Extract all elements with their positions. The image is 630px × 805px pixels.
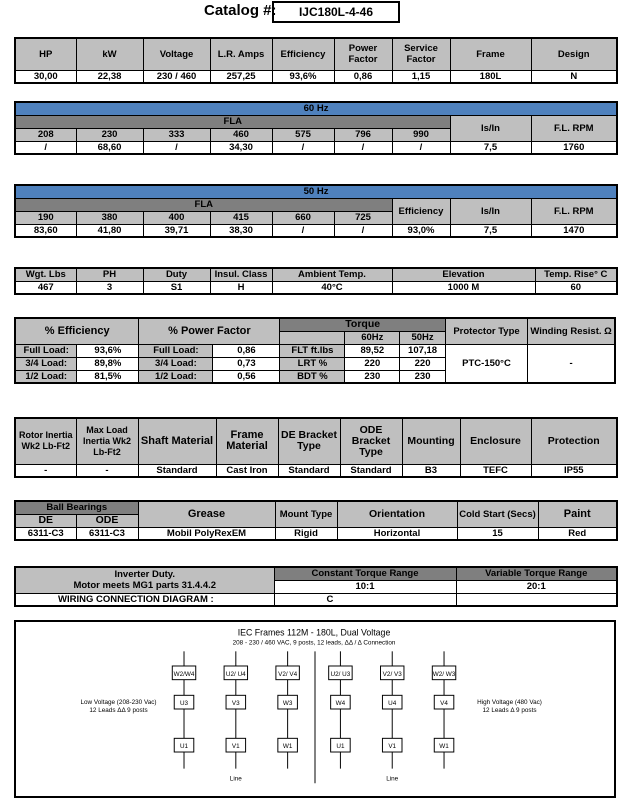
wiring-diagram-label: WIRING CONNECTION DIAGRAM : — [15, 593, 274, 606]
duty-value: S1 — [143, 281, 210, 294]
terminal-label: U2/ U4 — [225, 670, 246, 678]
terminal-label: V3 — [231, 700, 240, 708]
hz60-isin-header: Is/In — [450, 115, 531, 141]
low-voltage-leads: 12 Leads ΔΔ 9 posts — [89, 706, 148, 714]
weight-value: 467 — [15, 281, 76, 294]
hz60-table — [14, 101, 616, 155]
insulation-header: Insul. Class — [210, 268, 272, 281]
mechanical-table — [14, 417, 616, 478]
orientation-value: Horizontal — [337, 527, 457, 540]
insulation-value: H — [210, 281, 272, 294]
pf-12-label: 1/2 Load: — [139, 370, 213, 383]
paint-value: Red — [538, 527, 617, 540]
frame-material-value: Cast Iron — [216, 464, 278, 477]
hz60-voltage: 333 — [143, 128, 210, 141]
service-factor-value: 1,15 — [392, 70, 450, 83]
hz50-eff-header: Efficiency — [392, 198, 450, 224]
constant-torque-header: Constant Torque Range — [274, 567, 456, 580]
hz60-fla-value: 68,60 — [76, 141, 143, 154]
ode-bearing-value: 6311-C3 — [76, 527, 138, 540]
bdt-label: BDT % — [280, 370, 345, 383]
terminal-label: U1 — [336, 743, 345, 751]
terminal-label: W2/W4 — [173, 670, 195, 678]
load-inertia-header: Max Load Inertia Wk2 Lb-Ft2 — [76, 418, 138, 464]
shaft-material-header: Shaft Material — [138, 418, 216, 464]
hp-value: 30,00 — [15, 70, 76, 83]
wiring-diagram-value: C — [274, 593, 456, 606]
terminal-label: V1 — [231, 743, 240, 751]
low-voltage-label: Low Voltage (208-230 Vac) — [80, 699, 157, 707]
bdt-50-value: 230 — [400, 370, 446, 383]
service-factor-header: Service Factor — [392, 38, 450, 70]
pf-full-label: Full Load: — [139, 344, 213, 357]
hz50-voltage: 380 — [76, 211, 143, 224]
mounting-value: B3 — [402, 464, 460, 477]
rotor-inertia-value: - — [15, 464, 76, 477]
hz50-fla-value: 38,30 — [210, 224, 272, 237]
load-inertia-value: - — [76, 464, 138, 477]
ode-bracket-value: Standard — [340, 464, 402, 477]
hz50-fla-value: / — [334, 224, 392, 237]
high-voltage-leads: 12 Leads Δ 9 posts — [482, 706, 537, 714]
lr-amps-value: 257,25 — [210, 70, 272, 83]
hz60-title: 60 Hz — [15, 102, 617, 115]
constant-torque-value: 10:1 — [274, 580, 456, 593]
hz50-voltage: 660 — [272, 211, 334, 224]
voltage-header: Voltage — [143, 38, 210, 70]
ball-bearings-title: Ball Bearings — [15, 501, 138, 514]
hz60-fla-value: / — [272, 141, 334, 154]
elevation-header: Elevation — [392, 268, 535, 281]
inverter-duty-label — [15, 567, 274, 593]
diagram-title: IEC Frames 112M - 180L, Dual Voltage — [237, 627, 391, 638]
power-factor-header: Power Factor — [334, 38, 392, 70]
lrt-60-value: 220 — [345, 357, 400, 370]
frame-value: 180L — [450, 70, 531, 83]
terminal-label: W1 — [439, 743, 449, 751]
lrt-50-value: 220 — [400, 357, 446, 370]
terminal-label: W2/ W3 — [432, 670, 456, 678]
phase-header: PH — [76, 268, 143, 281]
hz50-voltage: 190 — [15, 211, 76, 224]
protector-header: Protector Type — [445, 318, 527, 344]
diagram-subtitle: 208 - 230 / 460 VAC, 9 posts, 12 leads, ΔΔ / Δ Connection — [232, 639, 396, 647]
mount-type-value: Rigid — [275, 527, 337, 540]
terminal-label: W1 — [282, 743, 293, 751]
hz60-rpm-value: 1760 — [531, 141, 617, 154]
inverter-table — [14, 566, 616, 607]
duty-header: Duty — [143, 268, 210, 281]
de-bracket-value: Standard — [278, 464, 340, 477]
hz50-rpm-header: F.L. RPM — [531, 198, 617, 224]
hz50-voltage: 400 — [143, 211, 210, 224]
pf-34-value: 0,73 — [213, 357, 280, 370]
terminal-label: U4 — [388, 700, 397, 708]
hz60-voltage: 575 — [272, 128, 334, 141]
high-voltage-label: High Voltage (480 Vac) — [477, 699, 542, 707]
rotor-inertia-header: Rotor Inertia Wk2 Lb-Ft2 — [15, 418, 76, 464]
bearings-table — [14, 500, 616, 541]
enclosure-header: Enclosure — [460, 418, 531, 464]
efficiency-title: % Efficiency — [15, 318, 139, 344]
eff-34-label: 3/4 Load: — [15, 357, 77, 370]
hz50-voltage: 415 — [210, 211, 272, 224]
flt-50-value: 107,18 — [400, 344, 446, 357]
torque-60hz-header: 60Hz — [345, 331, 400, 344]
wiring-diagram-blank — [456, 593, 617, 606]
hz50-fla-value: 41,80 — [76, 224, 143, 237]
hz50-rpm-value: 1470 — [531, 224, 617, 237]
frame-material-header: Frame Material — [216, 418, 278, 464]
eff-12-label: 1/2 Load: — [15, 370, 77, 383]
efficiency-header: Efficiency — [272, 38, 334, 70]
weight-header: Wgt. Lbs — [15, 268, 76, 281]
hz60-voltage: 208 — [15, 128, 76, 141]
flt-60-value: 89,52 — [345, 344, 400, 357]
wiring-diagram-svg — [14, 620, 616, 798]
cold-start-value: 15 — [457, 527, 538, 540]
terminal-label: V4 — [440, 700, 448, 708]
terminal-label: U2/ U3 — [330, 670, 351, 678]
temp-rise-value: 60 — [535, 281, 617, 294]
hz60-fla-value: / — [143, 141, 210, 154]
hz50-isin-value: 7,5 — [450, 224, 531, 237]
kw-value: 22,38 — [76, 70, 143, 83]
winding-value: - — [528, 344, 615, 383]
voltage-value: 230 / 460 — [143, 70, 210, 83]
ambient-header: Ambient Temp. — [272, 268, 392, 281]
flt-label: FLT ft.lbs — [280, 344, 345, 357]
terminal-label: U1 — [179, 743, 189, 751]
terminal-label: W4 — [335, 700, 346, 708]
hz60-fla-value: / — [392, 141, 450, 154]
terminal-label: V2/ V4 — [278, 670, 298, 678]
hz60-voltage: 796 — [334, 128, 392, 141]
hz60-fla-label: FLA — [15, 115, 450, 128]
hz60-fla-value: / — [15, 141, 76, 154]
performance-table — [14, 317, 616, 384]
terminal-label: V2/ V3 — [382, 670, 402, 678]
hz50-voltage: 725 — [334, 211, 392, 224]
variable-torque-value: 20:1 — [456, 580, 617, 593]
protection-header: Protection — [531, 418, 617, 464]
hz60-voltage: 460 — [210, 128, 272, 141]
mount-type-header: Mount Type — [275, 501, 337, 527]
design-value: N — [531, 70, 617, 83]
grease-header: Grease — [138, 501, 275, 527]
design-header: Design — [531, 38, 617, 70]
pf-full-value: 0,86 — [213, 344, 280, 357]
line-label: Line — [386, 775, 399, 783]
eff-full-value: 93,6% — [77, 344, 139, 357]
wiring-diagram — [14, 620, 616, 798]
elevation-value: 1000 M — [392, 281, 535, 294]
torque-50hz-header: 50Hz — [400, 331, 446, 344]
hz50-fla-value: 39,71 — [143, 224, 210, 237]
paint-header: Paint — [538, 501, 617, 527]
inverter-line1: Inverter Duty. — [114, 569, 176, 581]
eff-12-value: 81,5% — [77, 370, 139, 383]
de-bracket-header: DE Bracket Type — [278, 418, 340, 464]
efficiency-value: 93,6% — [272, 70, 334, 83]
torque-blank — [280, 331, 345, 344]
bdt-60-value: 230 — [345, 370, 400, 383]
catalog-number: IJC180L-4-46 — [272, 1, 400, 23]
hz60-rpm-header: F.L. RPM — [531, 115, 617, 141]
hz50-table — [14, 184, 616, 238]
ode-bearing-header: ODE — [76, 514, 138, 527]
orientation-header: Orientation — [337, 501, 457, 527]
terminal-label: W3 — [282, 700, 293, 708]
grease-value: Mobil PolyRexEM — [138, 527, 275, 540]
de-bearing-header: DE — [15, 514, 76, 527]
hz50-fla-value: 83,60 — [15, 224, 76, 237]
catalog-label: Catalog #: — [204, 2, 277, 19]
eff-34-value: 89,8% — [77, 357, 139, 370]
hz50-fla-value: / — [272, 224, 334, 237]
hz60-voltage: 990 — [392, 128, 450, 141]
hp-header: HP — [15, 38, 76, 70]
mounting-header: Mounting — [402, 418, 460, 464]
hz60-voltage: 230 — [76, 128, 143, 141]
torque-title: Torque — [280, 318, 445, 331]
hz50-isin-header: Is/In — [450, 198, 531, 224]
hz50-eff-value: 93,0% — [392, 224, 450, 237]
hz50-fla-label: FLA — [15, 198, 392, 211]
enclosure-value: TEFC — [460, 464, 531, 477]
pf-34-label: 3/4 Load: — [139, 357, 213, 370]
hz60-isin-value: 7,5 — [450, 141, 531, 154]
kw-header: kW — [76, 38, 143, 70]
ode-bracket-header: ODE Bracket Type — [340, 418, 402, 464]
terminal-label: V1 — [388, 743, 397, 751]
protector-value: PTC-150°C — [445, 344, 527, 383]
power-factor-title: % Power Factor — [139, 318, 280, 344]
lrt-label: LRT % — [280, 357, 345, 370]
protection-value: IP55 — [531, 464, 617, 477]
cold-start-header: Cold Start (Secs) — [457, 501, 538, 527]
terminal-label: U3 — [179, 700, 189, 708]
eff-full-label: Full Load: — [15, 344, 77, 357]
line-label: Line — [229, 775, 242, 783]
hz60-fla-value: / — [334, 141, 392, 154]
winding-header: Winding Resist. Ω — [528, 318, 615, 344]
misc-table — [14, 267, 616, 295]
hz50-title: 50 Hz — [15, 185, 617, 198]
shaft-material-value: Standard — [138, 464, 216, 477]
phase-value: 3 — [76, 281, 143, 294]
lr-amps-header: L.R. Amps — [210, 38, 272, 70]
inverter-line2: Motor meets MG1 parts 31.4.4.2 — [73, 580, 217, 592]
ambient-value: 40°C — [272, 281, 392, 294]
de-bearing-value: 6311-C3 — [15, 527, 76, 540]
ratings-table — [14, 37, 616, 84]
power-factor-value: 0,86 — [334, 70, 392, 83]
frame-header: Frame — [450, 38, 531, 70]
temp-rise-header: Temp. Rise° C — [535, 268, 617, 281]
pf-12-value: 0,56 — [213, 370, 280, 383]
hz60-fla-value: 34,30 — [210, 141, 272, 154]
variable-torque-header: Variable Torque Range — [456, 567, 617, 580]
